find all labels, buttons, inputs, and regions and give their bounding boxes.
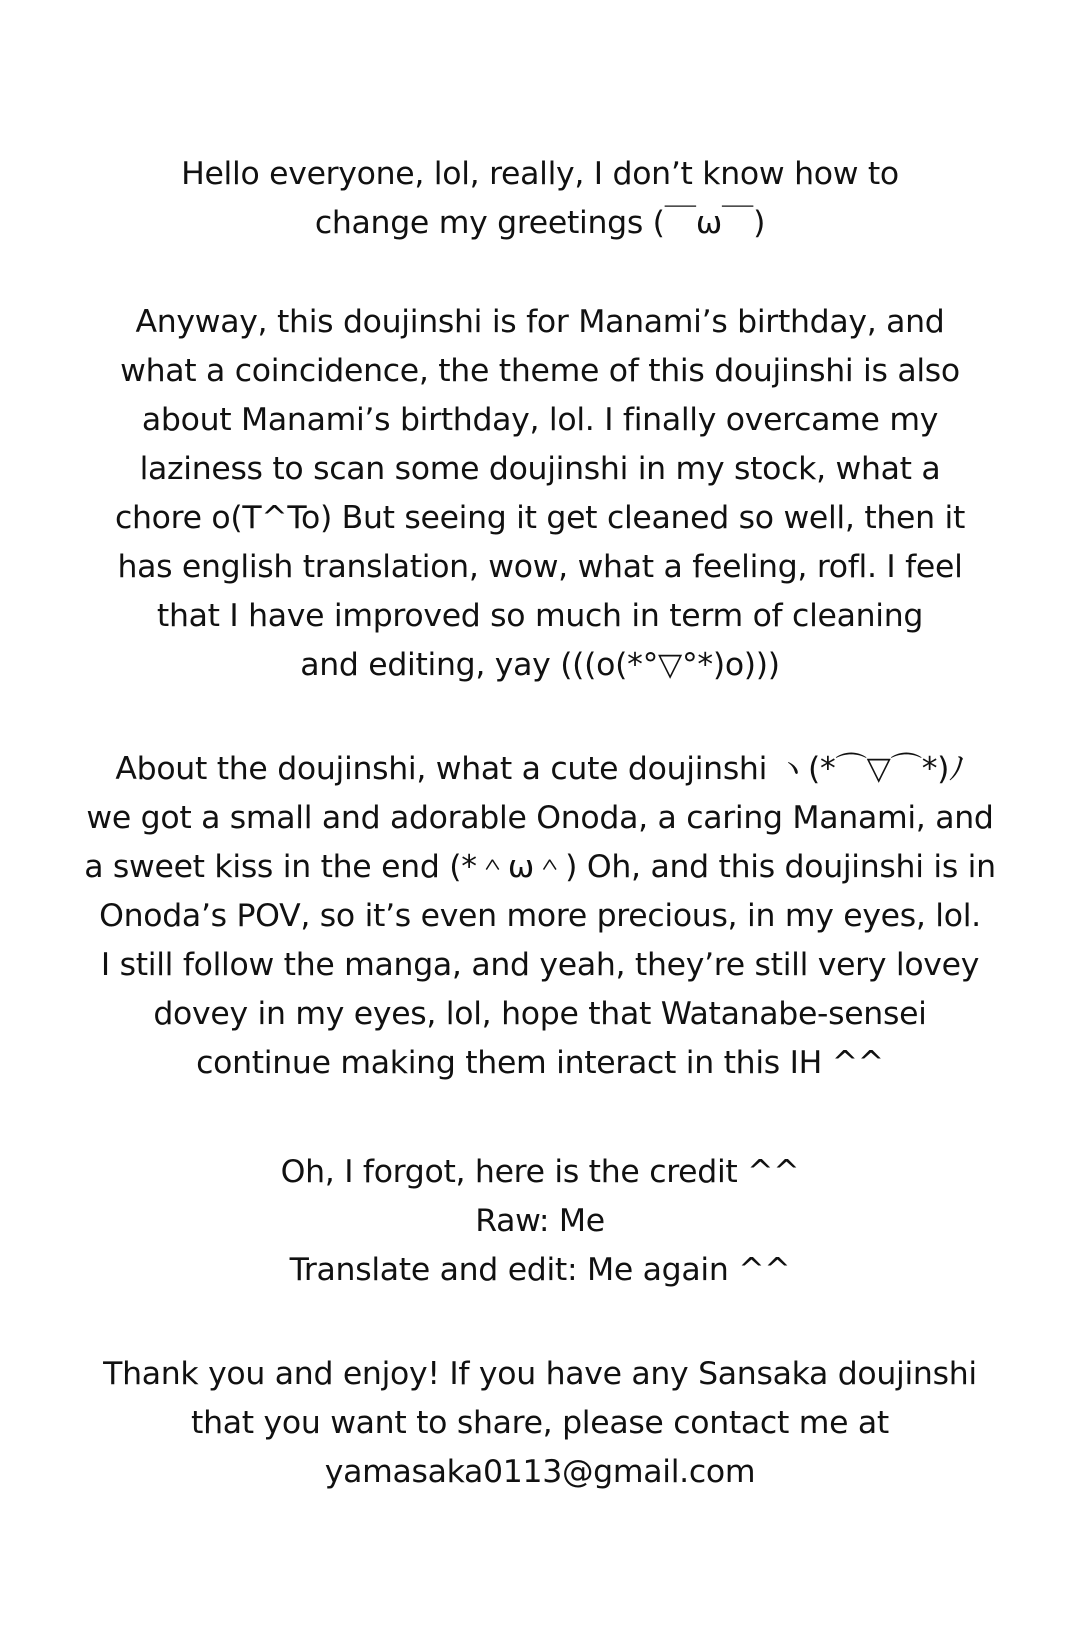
about-doujinshi-paragraph	[20, 745, 1060, 1088]
text-line: has english translation, wow, what a feeling, rofl. I feel	[117, 549, 963, 585]
text-line: and editing, yay (((o(*°▽°*)o)))	[300, 647, 780, 683]
text-line: continue making them interact in this IH ^^	[196, 1045, 884, 1081]
text-line: change my greetings (￣ω￣)	[314, 205, 766, 241]
text-line: that I have improved so much in term of cleaning	[156, 598, 924, 634]
text-line: Translate and edit: Me again ^^	[289, 1252, 791, 1288]
credit-paragraph	[20, 1148, 1060, 1295]
text-line: Onoda’s POV, so it’s even more precious, in my eyes, lol.	[99, 898, 981, 934]
text-line: dovey in my eyes, lol, hope that Watanabe-sensei	[153, 996, 927, 1032]
text-line: laziness to scan some doujinshi in my stock, what a	[139, 451, 941, 487]
text-line: about Manami’s birthday, lol. I finally overcame my	[141, 402, 939, 438]
text-line: Raw: Me	[475, 1203, 605, 1239]
text-line: what a coincidence, the theme of this doujinshi is also	[120, 353, 960, 389]
contact-email: yamasaka0113@gmail.com	[324, 1454, 756, 1490]
text-line: chore o(T^To) But seeing it get cleaned so well, then it	[114, 500, 965, 536]
text-line: we got a small and adorable Onoda, a caring Manami, and	[86, 800, 994, 836]
text-line: Thank you and enjoy! If you have any Sansaka doujinshi	[103, 1356, 977, 1392]
text-line: About the doujinshi, what a cute doujinshi ヽ(*⌒▽⌒*)ﾉ	[115, 751, 965, 787]
birthday-paragraph	[20, 298, 1060, 690]
text-line: Anyway, this doujinshi is for Manami’s birthday, and	[135, 304, 945, 340]
text-line: I still follow the manga, and yeah, they’re still very lovey	[100, 947, 980, 983]
text-line: Oh, I forgot, here is the credit ^^	[280, 1154, 800, 1190]
text-line: Hello everyone, lol, really, I don’t know how to	[181, 156, 899, 192]
thanks-paragraph	[20, 1350, 1060, 1497]
text-line: that you want to share, please contact me at	[191, 1405, 889, 1441]
greeting-paragraph	[20, 150, 1060, 248]
text-line: a sweet kiss in the end (*＾ω＾) Oh, and this doujinshi is in	[84, 849, 996, 885]
